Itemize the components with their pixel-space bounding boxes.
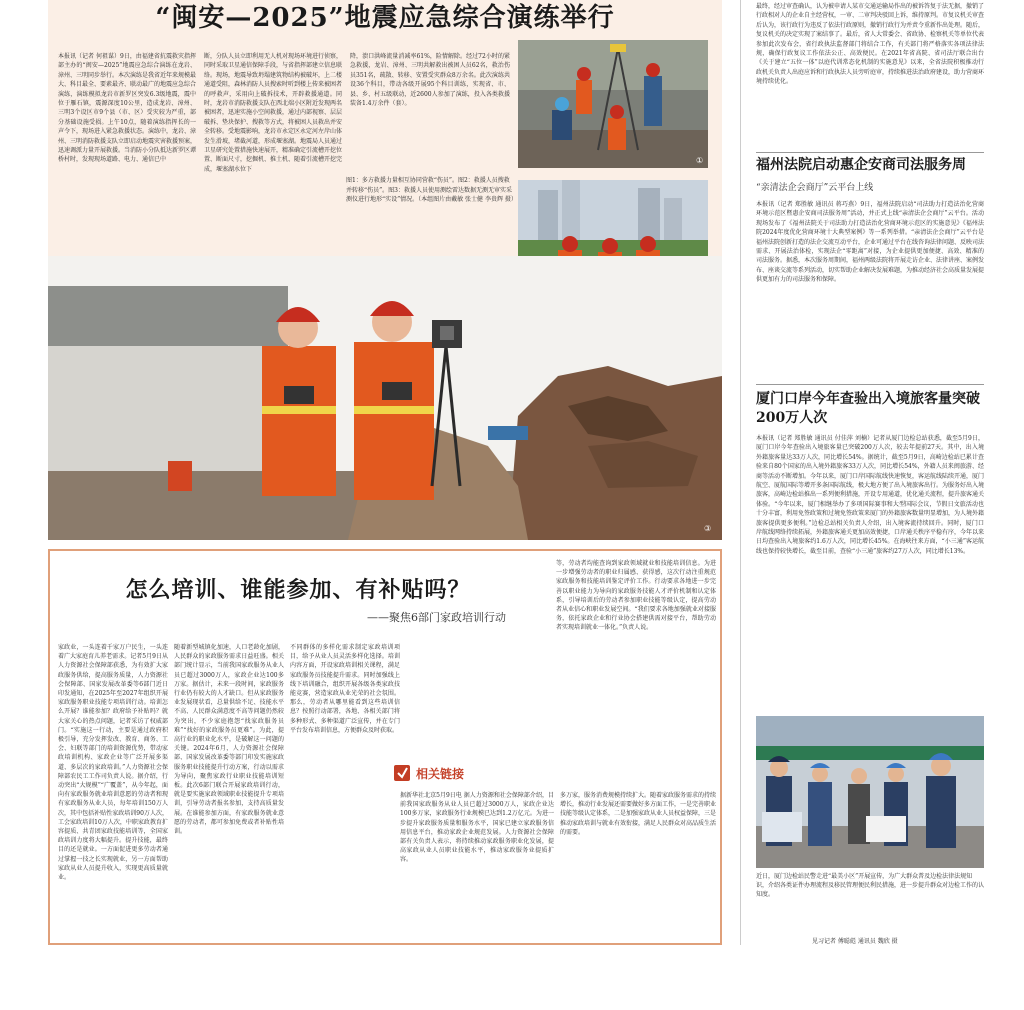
column-divider [740, 0, 741, 945]
story2-headline: 怎么培训、谁能参加、有补贴吗？ [125, 577, 471, 603]
story2-column-1: 家政业，一头连着千家万户民生，一头连着广大家庭育儿养老需求。记者5月9日从人力资源社会保障部获悉，为有效扩大家政服务供给，提高服务质量，人力资源社会保障部、国家发展改革委等6部门近日印发通知，在2025年至2027年组织开展家政服务职业技能专项培训行动。培训怎么开展？谁能参加？政府给予补贴吗？就大家关心的热点问题，记者采访了权威部门。“实施这一行动，主要是通过政府积极引导，充分发挥发改、教育、商务、工会、妇联等部门的培训资源优势，带动家政培训机构、家政企业等广泛开展多渠道、多层次的家政培训。”人力资源社会保障部农民工工作司负责人说。据介绍，行动突出“大规模”“广覆盖”，从今年起，面向有家政服务就业培训意愿的劳动者和现有家政服务从业人员，每年培训150万人次，其中包括补贴性家政培训90万人次，工会家政培训10万人次，中职家政教育扩容提质、共青团家政技能培训等，全国家政培训力度将大幅提升。提升技能，最终目的还是就业。一方面促进更多劳动者通过掌握一技之长实现就业，另一方面帮助家政从业人员提升收入，实现更高质量就业。 [58, 644, 168, 882]
intro-text: 最终，经过审查确认，认为被申请人某市交通运输局作出的被诉答复于法无据，撤销了行政相对人的企业自主经营权，一审、二审判决驳回上诉，维持原判。市复议机关审查后认为，该行政行为违反了依法行政原则，撤销行政行为并责令重新作出处理。随后，复议机关的决定实现了案结事了。最后，省人大常委会、省政协、检察机关等单位代表参加此次发布会，省行政执法监督部门将结合工作，有关部门将严格落实各项法律法规，确保行政复议工作依法公正、高效便民。在2021年省高院、省司法厅联合出台《关于建立“五位一体”以庭代训常态化机制的实施意见》以来，全省法院积极推动行政机关负责人出庭应诉和行政执法人员旁听庭审，持续推进法治政府建设，助力营商环境持续优化。 [756, 3, 984, 86]
story-column-2: 断，分队人员立即利用无人机对现场环境进行侦察，同时采取卫星通信保障手段，与省指挥部建立信息联络。现场，地震导致坍塌建筑物结构被破坏，上二楼通道受阻，森林消防人员搜索时听到楼上传来被困者的呼救声，采用向上破拆技术，开辟救援通道。同时，龙岩市消防救援支队在西北端小区附近发现两名被困者，迅速实施小空间救援，通过内部视察、层层破拆、垫块保护、搜救等方式，将被困人员救出并安全转移。受地震影响，龙岩市永定区永定河左岸山体发生滑坡，堵截河道，形成堰塞湖。地震局人员通过卫星研究处置措施快速展开，精准确定引流槽开挖位置、断面尺寸，挖掘机、推土机、随着引流槽开挖完成，堰塞湖水位下 [204, 53, 342, 173]
related-link-column-2: 多万家，服务消费规模持续扩大。随着家政服务需求的持续增长，推动行业发展还需要做好多方面工作，一是完善职业技能等级认定体系，二是加强家政从业人员权益保障，三是推动家政培训与就业有效衔接，满足人民群众对高品质生活的需要。 [560, 792, 716, 836]
story2-column-3: 不同群体的多样化需求制定家政培训项目，给予从业人员灵活多样化选择。培训内容方面，开设家政培训相关课程，满足家政服务员技能提升需求。同时加强线上线下培训融合，组织开展各级各类家政技能竞赛，营造家政从业光荣的社会氛围。那么，劳动者从哪里能看到这些培训信息？按照行动部署，各地、各相关部门将多种形式、多种渠道广泛宣传，并在专门平台发布培训信息，方便群众及时获取。 [290, 644, 400, 734]
story2-subhead: ——聚焦6部门家政培训行动 [367, 611, 506, 624]
related-link-column-1: 据新华社北京5月9日电 据人力资源和社会保障部介绍，目前我国家政服务从业人员已超过3000万人，家政企业达100多万家，家政服务行业规模已达到1.2万亿元。为进一步提升家政服务质量和服务水平，国家已建立家政服务信用信息平台，推动家政企业规范发展。人力资源社会保障部有关负责人表示，将持续推动家政服务职业化发展，提高家政从业人员职业技能水平，推动家政服务业提质扩容。 [400, 792, 554, 864]
section-rule [756, 152, 984, 153]
housekeeping-training-story [48, 549, 722, 945]
story-column-3: 降，溃口洪峰流量消减率61%，险情解除。经过72小时的紧急救援，龙岩、漳州、三明共解救出被困人员62名，救治伤员351名，疏散、转移、安置受灾群众8万余名。此次演练共设36个科目，带动各级开展95个科目训练，实现省、市、县、乡、村五级联动，近2600人参加了演练，投入各类救援装备1.4万余件（套）。 [350, 53, 510, 108]
story2-column-4: 等，劳动者均能查询到家政领域就业和技能培训信息。为进一步增强劳动者的职业归属感、获得感，这次行动注重规范家政服务和技能培训鉴定评价工作。行动要求各地进一步完善以职业能力为导向的家政服务技能人才评价机制和认定体系，引导培训后的劳动者参加职业技能等级认定，提高劳动者从业信心和职业发展空间。“我们要求各地加强就业对接服务，依托家政企业和行业协会搭建供需对接平台，帮助劳动者实现培训就业一体化。”负责人说。 [556, 560, 716, 632]
court-service-headline: 福州法院启动惠企安商司法服务周 [756, 157, 966, 173]
earthquake-drill-story [48, 0, 722, 540]
photo-number-3: ③ [704, 524, 712, 533]
rescue-photo-1 [518, 40, 708, 168]
court-service-subhead: “亲清法企会商厅”云平台上线 [756, 183, 874, 193]
port-headline: 厦门口岸今年查验出入境旅客量突破200万人次 [756, 391, 980, 426]
rescue-main-photo [48, 256, 722, 540]
related-link-label: 相关链接 [416, 767, 465, 781]
story-column-1: 本报讯（记者 何祖谋）9日，由福建省抗震救灾指挥部主办的“闽安—2025”地震应急综合演练在龙岩、漳州、三明同步举行。本次演练是我省近年来规模最大、科目最全、要素最齐、联动最广的地震应急综合演练，演练模拟龙岩市新罗区突发6.3级地震，震中位于雁石镇，震源深度10公里，造成龙岩、漳州、三明3个设区市9个县（市、区）受灾较为严重，部分基础设施受损。上午10点，随着演练指挥长的一声令下，现场进入紧急救援状态。演练中，龙岩、漳州、三明消防救援支队立即启动地震灾害救援预案，迅速调派力量开展救援。当消防小分队抵达新罗区谭桥村时，发现现场道路、电力、通信已中 [58, 53, 196, 164]
border-police-photo [756, 716, 984, 868]
court-service-text: 本报讯（记者 郑胜敏 通讯员 蒋巧燕）9日，福州法院启动“司法助力打造法治化营商环境示范区暨惠企安商司法服务周”活动，并正式上线“亲清法企会商厅”云平台。活动现场发布了《福州法院关于司法助力打造法治化营商环境示范区的实施意见》《福州法院2024年度优化营商环境十大典型案例》等一系列举措。“亲清法企会商厅”云平台是福州法院创新打造的法企交流互动平台，企业可通过平台在线咨询法律问题、反映司法需求、开展法治体检，实现法企“零距离”对接，为企业提供更加便捷、高效、精准的司法服务。据悉，本次服务周期间，福州两级法院将开展走访企业、法律讲座、案例发布、座谈交流等系列活动，切实帮助企业解决发展难题，为推动经济社会高质量发展提供更加有力的司法服务和保障。 [756, 201, 984, 284]
border-photo-caption: 近日，厦门边检站民警走进“最美小区”开展宣传，为广大群众普及边检法律法规知识，介绍各类证件办理流程及移民管理便民利民措施，进一步提升群众对边检工作的认知度。 [756, 873, 985, 899]
related-link-badge [394, 763, 484, 785]
story-headline: “闽安—2025”地震应急综合演练举行 [155, 3, 615, 33]
port-text: 本报讯（记者 郑胜敏 通讯员 付佳萍 刘楠）记者从厦门边检总站获悉，截至5月9日，厦门口岸今年查验出入境旅客量已突破200万人次，较去年提前27天。其中，出入境外籍旅客量达33万人次，同比增长54%。据统计，截至5月9日，高崎边检站已累计查验来自80个国家的出入境外籍旅客33万人次，同比增长54%，外籍人员来闽旅游、经商等活动不断增加。今年以来，厦门口岸国际航线快速恢复，客运航线陆续开通，厦门航空、厦航国际等增开多条国际航线，极大地方便了出入境旅客出行。为服务好出入境旅客，高崎边检站推出一系列便利措施，开设专用通道，优化通关流程，提升旅客通关体验。“今年以来，厦门相继举办了多项国际赛事和大型国际会议，节假日文旅活动也十分丰富，利用免签政策和过境免签政策来厦门的外籍旅客数量明显增加，为人境外籍旅客提供更多便利。”边检总站相关负责人介绍，出入境客流持续回升。同时，厦门口岸航线网络持续拓展，外籍旅客通关更加高效便捷，口岸通关秩序平稳有序，今年以来日均查验出入境旅客约1.6万人次，同比增长45%。在海峡往来方面，“小三通”客运航线也保持较快增长，截至目前，查验“小三通”旅客约27万人次，同比增长13%。 [756, 435, 984, 555]
photo-credit: 见习记者 傅聪彪 通讯员 魏欣 摄 [812, 938, 898, 945]
photo-caption: 图1：多方救援力量相互协同营救“伤员”。图2：救援人员搜救并转移“伤员”。图3：救援人员使用测绘雷达数据无测无审实采测仪进行地形“实设”情况。（本组图片由戴敏 张士健 李贵辉 摄） [346, 177, 517, 203]
story2-column-2: 随着新型城镇化加速，人口老龄化加剧，人民群众的家政服务需求日益旺盛。相关部门统计显示，当前我国家政服务从业人员已超过3000万人，家政企业达100多万家。据估计，未来一段时间，家政服务行业仍有较大的人才缺口。但从家政服务业发展现状看，总量供给不足、技能水平不高、人民群众满意度不高等问题仍然较为突出，不少家庭抱怨“找家政服务员难”“找好的家政服务员更难”。为此，提高行业的职业化水平，是破解这一问题的关键。2024年6月，人力资源社会保障部、国家发展改革委等部门印发实施家政服务职业技能提升行动方案，行动以需求为导向，聚焦家政行业职业技能培训短板。此次6部门联合开展家政培训行动，就是要实施家政领域职业技能提升专项培训，引导劳动者报名参加，支持高质量发展。在谁能参加方面，有家政服务就业意愿的劳动者，都可参加免费或者补贴性培训。 [174, 644, 284, 836]
section-rule-2 [756, 384, 984, 385]
photo-number-1: ① [696, 156, 704, 165]
